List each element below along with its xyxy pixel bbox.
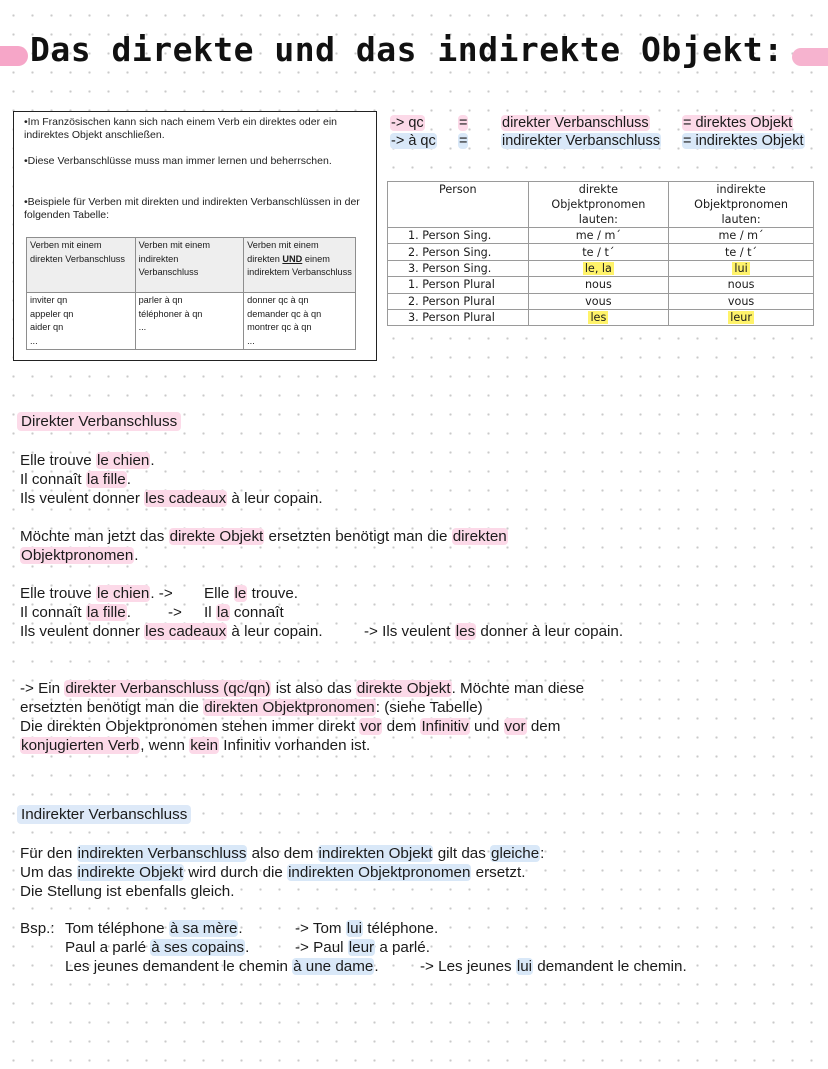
indirect-object: à une dame <box>293 958 374 975</box>
highlight: vor <box>360 718 382 735</box>
pronoun-head-indirect-b: Objektpronomen lauten: <box>694 198 789 226</box>
indirect-paragraph-line-1: Für den indirekten Verbanschluss also dem indirekten Objekt gilt das gleiche: <box>20 845 545 862</box>
verb-table-head-indirect: Verben mit einem indirekten Verbanschluss <box>135 238 244 293</box>
table-row <box>388 260 814 276</box>
direct-object: les cadeaux <box>145 490 227 507</box>
direct-pronoun: le <box>234 585 247 602</box>
indirect-pronoun: lui <box>516 958 533 975</box>
highlighted-pronoun: leur <box>730 311 752 325</box>
legend-description: direkter Verbanschluss <box>502 115 649 131</box>
verb-table-head-direct: Verben mit einem direkten Verbanschluss <box>27 238 136 293</box>
indirect-pronoun: lui <box>346 920 362 937</box>
direct-object: les cadeaux <box>145 623 227 640</box>
verb-item: ... <box>138 322 147 332</box>
verb-item: donner qc à qn <box>247 295 309 305</box>
person-cell: 1. Person Plural <box>388 277 529 293</box>
highlight: konjugierten Verb <box>21 737 140 754</box>
highlight: Objektpronomen <box>21 547 134 564</box>
pronoun-head-direct-b: Objektpronomen lauten: <box>551 198 646 226</box>
direct-pronoun-cell: nous <box>528 277 669 293</box>
table-row <box>388 293 814 309</box>
verb-table-both-cell <box>244 293 356 350</box>
highlighted-pronoun: le, la <box>584 261 612 275</box>
verb-item: inviter qn <box>30 295 68 305</box>
verb-item: demander qc à qn <box>247 308 322 319</box>
direct-object: le chien <box>96 585 150 602</box>
table-row <box>388 244 814 260</box>
example-label: Bsp.: <box>20 920 55 937</box>
direct-transform-2: Il connaît la fille. -> Il la connaît <box>20 604 284 621</box>
indirect-example-3: Les jeunes demandent le chemin à une dame. -> Les jeunes lui demandent le chemin. <box>65 958 687 975</box>
highlight: direkter Verbanschluss (qc/qn) <box>65 680 271 697</box>
info-box <box>13 111 377 361</box>
direct-summary-line-2: ersetzten benötigt man die direkten Objektpronomen: (siehe Tabelle) <box>20 699 483 716</box>
indirect-pronoun-cell <box>669 260 814 276</box>
verb-table-direct-cell <box>27 293 136 350</box>
direct-transform-3: Ils veulent donner les cadeaux à leur copain. -> Ils veulent les donner à leur copain. <box>20 623 624 640</box>
pronoun-head-direct-a: direkte <box>578 183 618 196</box>
highlight: Infinitiv <box>421 718 469 735</box>
page-title: Das direkte und das indirekte Objekt: <box>30 30 784 69</box>
highlight: direkten Objektpronomen <box>204 699 375 716</box>
direct-example-1: Elle trouve le chien. <box>20 452 155 469</box>
verb-table-indirect-cell <box>135 293 244 350</box>
verb-table-head-und: UND <box>282 253 303 264</box>
indirect-pronoun-cell: me / m´ <box>669 228 814 244</box>
direct-section-heading <box>20 412 181 431</box>
person-cell: 2. Person Sing. <box>388 244 529 260</box>
pronoun-head-direct <box>528 182 669 228</box>
table-row <box>388 228 814 244</box>
direct-pronoun: les <box>455 623 476 640</box>
direct-pronoun-cell <box>528 260 669 276</box>
highlighted-pronoun: lui <box>734 261 748 275</box>
highlight: kein <box>190 737 219 754</box>
person-cell: 3. Person Plural <box>388 309 529 325</box>
direct-summary-line-4: konjugierten Verb, wenn kein Infinitiv vorhanden ist. <box>21 737 371 754</box>
direct-example-2: Il connaît la fille. <box>20 471 131 488</box>
highlight: direkte Objekt <box>356 680 451 697</box>
table-row <box>388 277 814 293</box>
person-cell: 1. Person Sing. <box>388 228 529 244</box>
verb-item: ... <box>247 335 255 346</box>
info-paragraph-2: •Diese Verbanschlüsse muss man immer lernen und beherrschen. <box>24 155 332 167</box>
indirect-pronoun-cell: vous <box>669 293 814 309</box>
legend-equals: = <box>459 115 468 131</box>
legend-description: indirekter Verbanschluss <box>502 133 660 149</box>
table-row <box>388 309 814 325</box>
verb-table-head-both <box>244 238 356 293</box>
indirect-paragraph-line-3: Die Stellung ist ebenfalls gleich. <box>20 883 235 900</box>
pronoun-head-indirect-a: indirekte <box>716 183 766 196</box>
verb-table-head-both-b: einem indirektem Verbanschluss <box>247 253 352 277</box>
direct-pronoun-cell: vous <box>528 293 669 309</box>
direct-pronoun-cell: me / m´ <box>528 228 669 244</box>
section-heading-text: Direkter Verbanschluss <box>17 412 181 431</box>
direct-pronoun-cell <box>528 309 669 325</box>
highlight: indirekten Verbanschluss <box>77 845 247 862</box>
direct-paragraph-line-1: Möchte man jetzt das direkte Objekt ersetzten benötigt man die direkten <box>20 528 507 545</box>
highlight: vor <box>504 718 526 735</box>
direct-object: la fille <box>86 471 126 488</box>
indirect-pronoun: leur <box>348 939 375 956</box>
verb-table-head-both-a: Verben mit einem direkten <box>247 240 319 264</box>
title-highlight-right <box>792 48 828 66</box>
legend-result: = indirektes Objekt <box>683 133 804 149</box>
verb-item: téléphoner à qn <box>138 308 203 319</box>
indirect-object: à sa mère <box>169 920 238 937</box>
highlight: indirekte Objekt <box>77 864 184 881</box>
title-highlight-left <box>0 46 28 66</box>
person-cell: 2. Person Plural <box>388 293 529 309</box>
direct-object: la fille <box>86 604 126 621</box>
info-paragraph-1: •Im Französischen kann sich nach einem Verb ein direktes oder ein indirektes Objekt anschließen. <box>24 116 338 141</box>
legend-equals: = <box>459 133 468 149</box>
verb-item: montrer qc à qn <box>247 322 312 332</box>
direct-pronoun-cell: te / t´ <box>528 244 669 260</box>
info-paragraph-3: •Beispiele für Verben mit direkten und indirekten Verbanschlüssen in der folgenden Tabelle: <box>24 196 360 221</box>
legend-symbol: -> à qc <box>391 133 436 149</box>
indirect-object: à ses copains <box>151 939 245 956</box>
verb-item: ... <box>30 335 38 346</box>
indirect-pronoun-cell <box>669 309 814 325</box>
verb-item: parler à qn <box>138 295 183 305</box>
person-cell: 3. Person Sing. <box>388 260 529 276</box>
highlight: direkten <box>452 528 507 545</box>
highlight: indirekten Objekt <box>318 845 433 862</box>
indirect-example-2: Paul a parlé à ses copains. -> Paul leur a parlé. <box>65 939 430 956</box>
indirect-pronoun-cell: te / t´ <box>669 244 814 260</box>
direct-pronoun: la <box>216 604 229 621</box>
indirect-example-1: Bsp.: Tom téléphone à sa mère. -> Tom lui téléphone. <box>20 920 439 937</box>
verb-item: appeler qn <box>30 308 74 319</box>
pronoun-head-person: Person <box>388 182 529 228</box>
indirect-paragraph-line-2: Um das indirekte Objekt wird durch die indirekten Objektpronomen ersetzt. <box>20 864 526 881</box>
direct-transform-1: Elle trouve le chien. -> Elle le trouve. <box>20 585 299 602</box>
direct-summary-line-1: -> Ein direkter Verbanschluss (qc/qn) ist also das direkte Objekt. Möchte man diese <box>20 680 585 697</box>
verb-table <box>26 237 356 350</box>
pronoun-head-indirect <box>669 182 814 228</box>
direct-paragraph-line-2: Objektpronomen. <box>21 547 139 564</box>
direct-example-3: Ils veulent donner les cadeaux à leur copain. <box>20 490 323 507</box>
direct-object: le chien <box>96 452 150 469</box>
direct-summary-line-3: Die direkten Objektpronomen stehen immer direkt vor dem Infinitiv und vor dem <box>20 718 561 735</box>
highlight: gleiche <box>491 845 540 862</box>
legend-result: = direktes Objekt <box>683 115 793 131</box>
highlight: direkte Objekt <box>169 528 264 545</box>
indirect-pronoun-cell: nous <box>669 277 814 293</box>
legend-symbol: -> qc <box>391 115 424 131</box>
highlighted-pronoun: les <box>590 311 607 325</box>
pronoun-table <box>387 181 814 326</box>
highlight: indirekten Objektpronomen <box>288 864 471 881</box>
indirect-section-heading <box>20 805 191 824</box>
section-heading-text: Indirekter Verbanschluss <box>17 805 191 824</box>
verb-item: aider qn <box>30 322 64 332</box>
